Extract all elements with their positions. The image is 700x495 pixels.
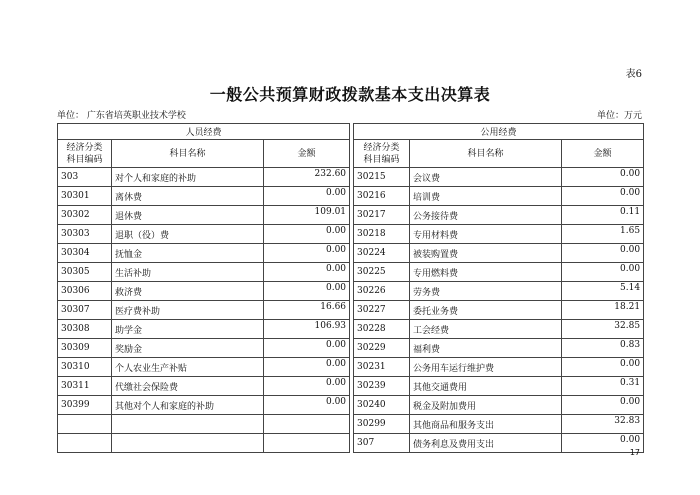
code-header bbox=[58, 140, 112, 168]
personnel-code-cell bbox=[58, 415, 112, 434]
public-name-cell: 工会经费 bbox=[410, 320, 562, 339]
public-amount-cell: 32.83 bbox=[562, 415, 644, 434]
public-name-cell: 其他交通费用 bbox=[410, 377, 562, 396]
name-header: 科目名称 bbox=[112, 140, 264, 168]
personnel-amount-cell: 232.60 bbox=[264, 168, 350, 187]
public-code-cell: 30217 bbox=[354, 206, 410, 225]
header-row-group bbox=[58, 124, 644, 140]
table-row bbox=[58, 358, 644, 377]
code-header bbox=[354, 140, 410, 168]
personnel-amount-cell: 16.66 bbox=[264, 301, 350, 320]
table-row bbox=[58, 187, 644, 206]
public-name-cell: 被装购置费 bbox=[410, 244, 562, 263]
public-name-cell: 委托业务费 bbox=[410, 301, 562, 320]
public-code-cell: 30299 bbox=[354, 415, 410, 434]
personnel-name-cell: 救济费 bbox=[112, 282, 264, 301]
personnel-amount-cell: 106.93 bbox=[264, 320, 350, 339]
public-amount-cell: 1.65 bbox=[562, 225, 644, 244]
table-row bbox=[58, 396, 644, 415]
public-amount-cell: 0.00 bbox=[562, 434, 644, 453]
public-code-cell: 30226 bbox=[354, 282, 410, 301]
public-amount-cell: 18.21 bbox=[562, 301, 644, 320]
table-number: 表6 bbox=[625, 69, 642, 80]
amount-header: 金额 bbox=[562, 140, 644, 168]
public-amount-cell: 0.00 bbox=[562, 396, 644, 415]
personnel-code-cell: 30305 bbox=[58, 263, 112, 282]
personnel-amount-cell bbox=[264, 415, 350, 434]
public-amount-cell: 0.11 bbox=[562, 206, 644, 225]
name-header: 科目名称 bbox=[410, 140, 562, 168]
public-amount-cell: 0.00 bbox=[562, 358, 644, 377]
personnel-code-cell: 30308 bbox=[58, 320, 112, 339]
personnel-name-cell: 生活补助 bbox=[112, 263, 264, 282]
public-code-cell: 30239 bbox=[354, 377, 410, 396]
public-code-cell: 307 bbox=[354, 434, 410, 453]
public-name-cell: 专用燃料费 bbox=[410, 263, 562, 282]
table-row bbox=[58, 415, 644, 434]
personnel-name-cell: 退休费 bbox=[112, 206, 264, 225]
page-number: 17 bbox=[629, 448, 640, 457]
personnel-name-cell: 代缴社会保险费 bbox=[112, 377, 264, 396]
personnel-amount-cell: 0.00 bbox=[264, 263, 350, 282]
personnel-code-cell: 30399 bbox=[58, 396, 112, 415]
code-header-line: 科目编码 bbox=[66, 154, 103, 165]
public-code-cell: 30216 bbox=[354, 187, 410, 206]
public-code-cell: 30215 bbox=[354, 168, 410, 187]
personnel-amount-cell: 0.00 bbox=[264, 377, 350, 396]
public-header: 公用经费 bbox=[354, 124, 644, 140]
public-amount-cell: 0.31 bbox=[562, 377, 644, 396]
code-header-line: 科目编码 bbox=[363, 154, 400, 165]
public-code-cell: 30227 bbox=[354, 301, 410, 320]
public-name-cell: 税金及附加费用 bbox=[410, 396, 562, 415]
personnel-amount-cell: 0.00 bbox=[264, 396, 350, 415]
personnel-amount-cell: 0.00 bbox=[264, 244, 350, 263]
personnel-code-cell: 30309 bbox=[58, 339, 112, 358]
personnel-amount-cell: 0.00 bbox=[264, 282, 350, 301]
code-header-line: 经济分类 bbox=[363, 142, 400, 153]
table-row bbox=[58, 377, 644, 396]
public-name-cell: 劳务费 bbox=[410, 282, 562, 301]
personnel-name-cell: 医疗费补助 bbox=[112, 301, 264, 320]
personnel-name-cell: 个人农业生产补贴 bbox=[112, 358, 264, 377]
public-amount-cell: 5.14 bbox=[562, 282, 644, 301]
public-code-cell: 30224 bbox=[354, 244, 410, 263]
table-row bbox=[58, 282, 644, 301]
personnel-code-cell: 30311 bbox=[58, 377, 112, 396]
public-code-cell: 30229 bbox=[354, 339, 410, 358]
code-header-line: 经济分类 bbox=[66, 142, 103, 153]
personnel-code-cell: 30302 bbox=[58, 206, 112, 225]
personnel-name-cell: 助学金 bbox=[112, 320, 264, 339]
public-code-cell: 30228 bbox=[354, 320, 410, 339]
amount-header: 金额 bbox=[264, 140, 350, 168]
personnel-name-cell bbox=[112, 434, 264, 453]
personnel-code-cell: 30306 bbox=[58, 282, 112, 301]
header-row-columns bbox=[58, 140, 644, 168]
public-amount-cell: 0.00 bbox=[562, 244, 644, 263]
personnel-name-cell bbox=[112, 415, 264, 434]
public-name-cell: 培训费 bbox=[410, 187, 562, 206]
table-row bbox=[58, 206, 644, 225]
personnel-code-cell: 303 bbox=[58, 168, 112, 187]
personnel-amount-cell: 0.00 bbox=[264, 225, 350, 244]
personnel-header: 人员经费 bbox=[58, 124, 350, 140]
table-row bbox=[58, 339, 644, 358]
public-name-cell: 会议费 bbox=[410, 168, 562, 187]
personnel-name-cell: 离休费 bbox=[112, 187, 264, 206]
public-amount-cell: 0.00 bbox=[562, 168, 644, 187]
table-row bbox=[58, 301, 644, 320]
report-title: 一般公共预算财政拨款基本支出决算表 bbox=[209, 85, 491, 104]
table-row bbox=[58, 320, 644, 339]
personnel-name-cell: 退职（役）费 bbox=[112, 225, 264, 244]
public-name-cell: 其他商品和服务支出 bbox=[410, 415, 562, 434]
personnel-amount-cell: 0.00 bbox=[264, 187, 350, 206]
public-name-cell: 福利费 bbox=[410, 339, 562, 358]
public-name-cell: 公务接待费 bbox=[410, 206, 562, 225]
table-row bbox=[58, 263, 644, 282]
table-row bbox=[58, 168, 644, 187]
public-code-cell: 30240 bbox=[354, 396, 410, 415]
public-name-cell: 公务用车运行维护费 bbox=[410, 358, 562, 377]
personnel-amount-cell bbox=[264, 434, 350, 453]
personnel-name-cell: 抚恤金 bbox=[112, 244, 264, 263]
personnel-amount-cell: 0.00 bbox=[264, 358, 350, 377]
expenditure-table bbox=[57, 123, 644, 453]
table-row bbox=[58, 244, 644, 263]
personnel-code-cell: 30310 bbox=[58, 358, 112, 377]
personnel-code-cell: 30303 bbox=[58, 225, 112, 244]
table-row bbox=[58, 434, 644, 453]
personnel-name-cell: 其他对个人和家庭的补助 bbox=[112, 396, 264, 415]
public-amount-cell: 0.00 bbox=[562, 263, 644, 282]
personnel-code-cell: 30301 bbox=[58, 187, 112, 206]
public-name-cell: 债务利息及费用支出 bbox=[410, 434, 562, 453]
personnel-code-cell: 30307 bbox=[58, 301, 112, 320]
public-code-cell: 30225 bbox=[354, 263, 410, 282]
personnel-amount-cell: 109.01 bbox=[264, 206, 350, 225]
unit-currency: 单位：万元 bbox=[596, 111, 642, 121]
public-code-cell: 30231 bbox=[354, 358, 410, 377]
personnel-name-cell: 奖励金 bbox=[112, 339, 264, 358]
public-code-cell: 30218 bbox=[354, 225, 410, 244]
personnel-amount-cell: 0.00 bbox=[264, 339, 350, 358]
public-amount-cell: 0.83 bbox=[562, 339, 644, 358]
table-row bbox=[58, 225, 644, 244]
personnel-name-cell: 对个人和家庭的补助 bbox=[112, 168, 264, 187]
personnel-code-cell bbox=[58, 434, 112, 453]
public-amount-cell: 0.00 bbox=[562, 187, 644, 206]
personnel-code-cell: 30304 bbox=[58, 244, 112, 263]
public-amount-cell: 32.85 bbox=[562, 320, 644, 339]
public-name-cell: 专用材料费 bbox=[410, 225, 562, 244]
unit-organization: 单位： 广东省培英职业技术学校 bbox=[57, 111, 186, 121]
